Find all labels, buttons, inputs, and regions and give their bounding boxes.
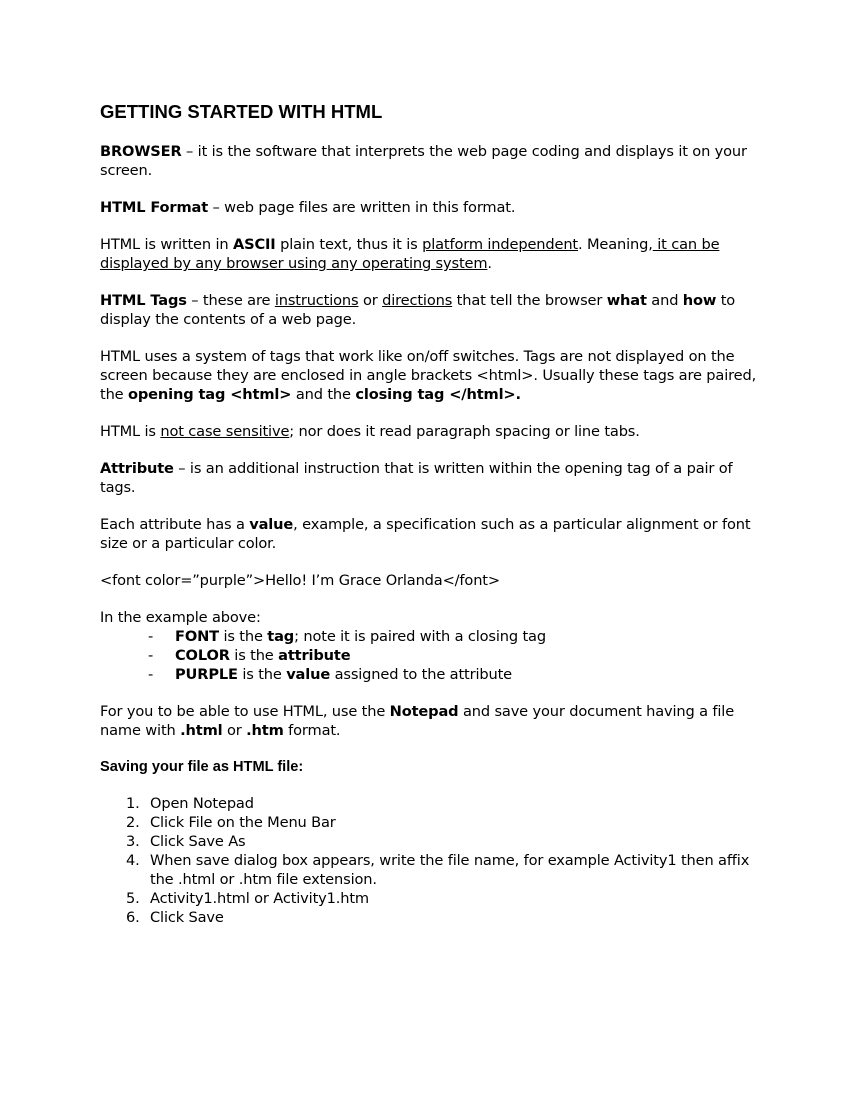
list-item bbox=[100, 646, 760, 665]
step-text: Activity1.html or Activity1.htm bbox=[150, 890, 369, 907]
htm-ext-bold: .htm bbox=[246, 722, 284, 739]
list-item bbox=[100, 665, 760, 684]
html-tags-text-4: and bbox=[646, 292, 683, 309]
case-text-2: ; nor does it read paragraph spacing or line tabs. bbox=[289, 423, 640, 440]
step-text: Click Save bbox=[150, 909, 224, 926]
what-bold: what bbox=[606, 292, 647, 309]
any-browser-underline: it can be displayed by any browser using any operating system bbox=[100, 236, 720, 272]
step-text: Click File on the Menu Bar bbox=[150, 814, 336, 831]
html-ext-bold: .html bbox=[180, 722, 223, 739]
notepad-text-4: format. bbox=[283, 722, 341, 739]
notepad-text-1: For you to be able to use HTML, use the bbox=[100, 703, 390, 720]
html-tags-definition bbox=[100, 291, 760, 329]
browser-term: BROWSER bbox=[100, 143, 182, 160]
attribute-bold: attribute bbox=[278, 647, 351, 664]
step-number: 1. bbox=[126, 795, 140, 812]
html-tags-text-3: that tell the browser bbox=[452, 292, 607, 309]
attribute-text: – is an additional instruction that is written within the opening tag of a pair of tags. bbox=[100, 460, 733, 496]
notepad-text-3: or bbox=[222, 722, 247, 739]
step-number: 4. bbox=[126, 852, 140, 869]
browser-text: – it is the software that interprets the web page coding and displays it on your screen. bbox=[100, 143, 747, 179]
step-number: 3. bbox=[126, 833, 140, 850]
closing-tag-bold: closing tag </html>. bbox=[355, 386, 521, 403]
how-bold: how bbox=[682, 292, 717, 309]
html-tags-term: HTML Tags bbox=[100, 292, 187, 309]
list-item bbox=[100, 832, 760, 851]
tag-bold: tag bbox=[267, 628, 295, 645]
list-item bbox=[100, 794, 760, 813]
step-text: When save dialog box appears, write the file name, for example Activity1 then affix the .html or .htm file extension. bbox=[150, 852, 750, 888]
html-tags-text-1: – these are bbox=[186, 292, 275, 309]
html-format-term: HTML Format bbox=[100, 199, 209, 216]
list-item bbox=[100, 889, 760, 908]
ascii-text-1: HTML is written in bbox=[100, 236, 233, 253]
dash-bullet: - bbox=[148, 628, 154, 645]
ascii-paragraph bbox=[100, 235, 760, 273]
value-text-1: Each attribute has a bbox=[100, 516, 250, 533]
list-item bbox=[100, 813, 760, 832]
list-item-text: is the bbox=[229, 647, 279, 664]
list-item bbox=[100, 627, 760, 646]
notepad-paragraph bbox=[100, 702, 760, 740]
platform-independent-underline: platform independent bbox=[422, 236, 578, 253]
saving-heading: Saving your file as HTML file: bbox=[100, 759, 304, 775]
value-text-2: , example, a specification such as a particular alignment or font size or a particular color. bbox=[100, 516, 751, 552]
not-case-sensitive-underline: not case sensitive bbox=[160, 423, 290, 440]
step-number: 2. bbox=[126, 814, 140, 831]
step-text: Click Save As bbox=[150, 833, 246, 850]
step-number: 6. bbox=[126, 909, 140, 926]
page-title: GETTING STARTED WITH HTML bbox=[100, 101, 383, 122]
dash-bullet: - bbox=[148, 666, 154, 683]
dash-bullet: - bbox=[148, 647, 154, 664]
code-example: <font color=”purple”>Hello! I’m Grace Orlanda</font> bbox=[100, 572, 500, 589]
steps-list bbox=[100, 794, 760, 927]
ascii-text-3: . Meaning, bbox=[578, 236, 653, 253]
ascii-bold: ASCII bbox=[232, 236, 276, 253]
list-item-text: assigned to the attribute bbox=[330, 666, 512, 683]
font-bold: FONT bbox=[175, 628, 219, 645]
list-item bbox=[100, 908, 760, 927]
notepad-bold: Notepad bbox=[389, 703, 459, 720]
browser-definition bbox=[100, 142, 760, 180]
case-paragraph bbox=[100, 422, 760, 441]
notepad-text-2: and save your document having a file name with bbox=[100, 703, 735, 739]
html-tags-text-5: to display the contents of a web page. bbox=[100, 292, 736, 328]
list-item-text: ; note it is paired with a closing tag bbox=[294, 628, 546, 645]
opening-tag-bold: opening tag <html> bbox=[128, 386, 292, 403]
switches-text-2: and the bbox=[291, 386, 356, 403]
list-item-text: is the bbox=[237, 666, 287, 683]
html-format-text: – web page files are written in this format. bbox=[208, 199, 516, 216]
ascii-text-4: . bbox=[487, 255, 492, 272]
purple-bold: PURPLE bbox=[175, 666, 238, 683]
switches-text-1: HTML uses a system of tags that work like on/off switches. Tags are not displayed on the screen because they are enclosed in angle brackets <html>. Usually these tags are paired, the bbox=[100, 348, 757, 403]
step-number: 5. bbox=[126, 890, 140, 907]
value-bold: value bbox=[286, 666, 331, 683]
value-bold: value bbox=[249, 516, 294, 533]
instructions-underline: instructions bbox=[274, 292, 359, 309]
value-paragraph bbox=[100, 515, 760, 553]
html-format-definition bbox=[100, 198, 760, 217]
document-page bbox=[100, 100, 760, 927]
html-tags-text-2: or bbox=[358, 292, 383, 309]
attribute-term: Attribute bbox=[100, 460, 174, 477]
step-text: Open Notepad bbox=[150, 795, 254, 812]
ascii-text-2: plain text, thus it is bbox=[275, 236, 423, 253]
case-text-1: HTML is bbox=[100, 423, 161, 440]
list-item bbox=[100, 851, 760, 889]
directions-underline: directions bbox=[382, 292, 453, 309]
example-intro: In the example above: bbox=[100, 609, 261, 626]
switches-paragraph bbox=[100, 347, 760, 404]
example-list bbox=[100, 627, 760, 684]
list-item-text: is the bbox=[218, 628, 268, 645]
color-bold: COLOR bbox=[175, 647, 230, 664]
attribute-definition bbox=[100, 459, 760, 497]
